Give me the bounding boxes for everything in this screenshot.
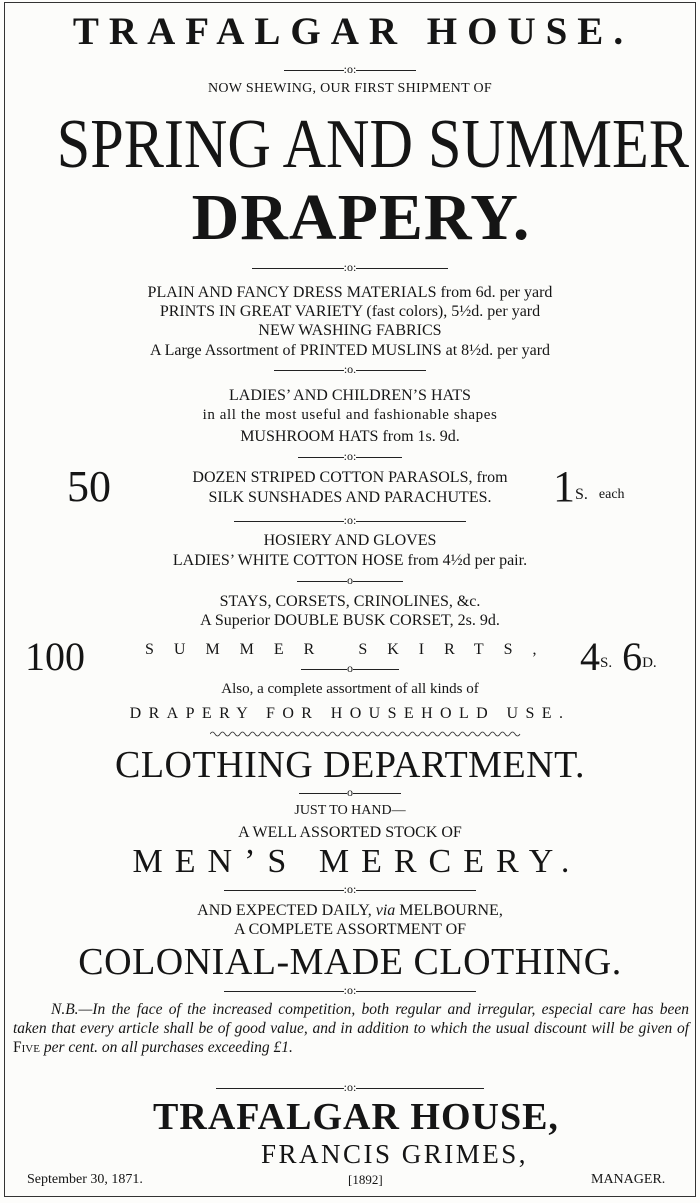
- notice-paragraph: [13, 1000, 689, 1057]
- skirts-label: SUMMER SKIRTS,: [145, 641, 557, 658]
- parasols-line-2: SILK SUNSHADES AND PARACHUTES.: [208, 489, 492, 506]
- parasols-line-1: DOZEN STRIPED COTTON PARASOLS, from: [192, 469, 508, 486]
- separator: :o:: [5, 1080, 695, 1095]
- household-line-2: DRAPERY FOR HOUSEHOLD USE.: [129, 705, 571, 722]
- clothing-line-3-pre: AND EXPECTED DAILY,: [197, 902, 372, 919]
- household-line-1: Also, a complete assortment of all kinds of: [221, 681, 479, 697]
- clothing-line-4: A COMPLETE ASSORTMENT OF: [233, 921, 467, 938]
- footer-house: TRAFALGAR HOUSE,: [153, 1096, 559, 1138]
- clothing-line-3: [5, 902, 695, 920]
- notice-text-b: per cent. on all purchases exceeding £1.: [43, 1039, 293, 1056]
- hats-line-2: in all the most useful and fashionable shapes: [202, 407, 498, 423]
- separator: :o:: [5, 449, 695, 464]
- parasols-price: [553, 463, 625, 511]
- footer-manager: MANAGER.: [591, 1172, 666, 1187]
- parasols-quantity: 50: [67, 462, 111, 511]
- dress-line-4: A Large Assortment of PRINTED MUSLINS at 8½d. per yard: [149, 342, 551, 359]
- hats-line-3: MUSHROOM HATS from 1s. 9d.: [240, 428, 460, 445]
- skirts-price-shillings: 4: [580, 634, 600, 679]
- skirts-price-pence: 6: [622, 634, 643, 679]
- parasols-price-value: 1: [553, 462, 575, 511]
- dress-line-2: PRINTS IN GREAT VARIETY (fast colors), 5½d. per yard: [159, 303, 541, 320]
- footer-proprietor: FRANCIS GRIMES,: [261, 1139, 529, 1169]
- separator: o: [5, 573, 695, 588]
- hats-line-1: LADIES’ AND CHILDREN’S HATS: [229, 387, 471, 404]
- skirts-pence-unit: D.: [642, 655, 657, 671]
- separator: o: [5, 661, 695, 676]
- notice-text-five: Five: [13, 1039, 40, 1056]
- advertisement-page: [4, 2, 696, 1197]
- wavy-rule: [210, 730, 530, 738]
- mercery-heading: MEN’S MERCERY.: [132, 843, 582, 880]
- parasols-price-unit: S.: [575, 486, 588, 503]
- separator: :o.: [5, 362, 695, 377]
- stays-line-2: A Superior DOUBLE BUSK CORSET, 2s. 9d.: [200, 612, 500, 629]
- intro-text: NOW SHEWING, OUR FIRST SHIPMENT OF: [207, 81, 492, 96]
- footer-date: September 30, 1871.: [27, 1172, 143, 1187]
- separator: :o:: [5, 983, 695, 998]
- footer-ref: [1892]: [348, 1172, 383, 1187]
- clothing-line-3-via: via: [375, 902, 396, 919]
- separator: o: [5, 785, 695, 800]
- clothing-line-2: A WELL ASSORTED STOCK OF: [238, 824, 462, 841]
- headline-drapery: DRAPERY.: [191, 181, 531, 254]
- dress-line-3: NEW WASHING FABRICS: [258, 322, 442, 339]
- skirts-shillings-unit: S.: [600, 655, 613, 671]
- dress-line-1: PLAIN AND FANCY DRESS MATERIALS from 6d. per yard: [147, 284, 553, 301]
- clothing-title: CLOTHING DEPARTMENT.: [114, 744, 586, 786]
- hosiery-line-2: LADIES’ WHITE COTTON HOSE from 4½d per pair.: [172, 552, 528, 569]
- separator: :o:: [5, 62, 695, 77]
- clothing-line-1: JUST TO HAND—: [294, 803, 406, 818]
- notice-text-a: N.B.—In the face of the increased competition, both regular and irregular, especial care has been taken that every article shall be of good value, and in addition to which the usual discount will be given of: [13, 1001, 689, 1037]
- clothing-line-3-post: MELBOURNE,: [399, 902, 503, 919]
- headline-spring-summer: SPRING AND SUMMER: [56, 106, 689, 183]
- colonial-heading: COLONIAL-MADE CLOTHING.: [78, 941, 622, 983]
- parasols-price-each: each: [598, 487, 625, 502]
- separator: :o:: [5, 513, 695, 528]
- separator: :o:: [5, 882, 695, 897]
- header-title: TRAFALGAR HOUSE.: [72, 10, 634, 53]
- stays-line-1: STAYS, CORSETS, CRINOLINES, &c.: [219, 593, 481, 610]
- separator: :o:: [5, 260, 695, 275]
- skirts-quantity: 100: [25, 634, 85, 679]
- hosiery-line-1: HOSIERY AND GLOVES: [263, 532, 437, 549]
